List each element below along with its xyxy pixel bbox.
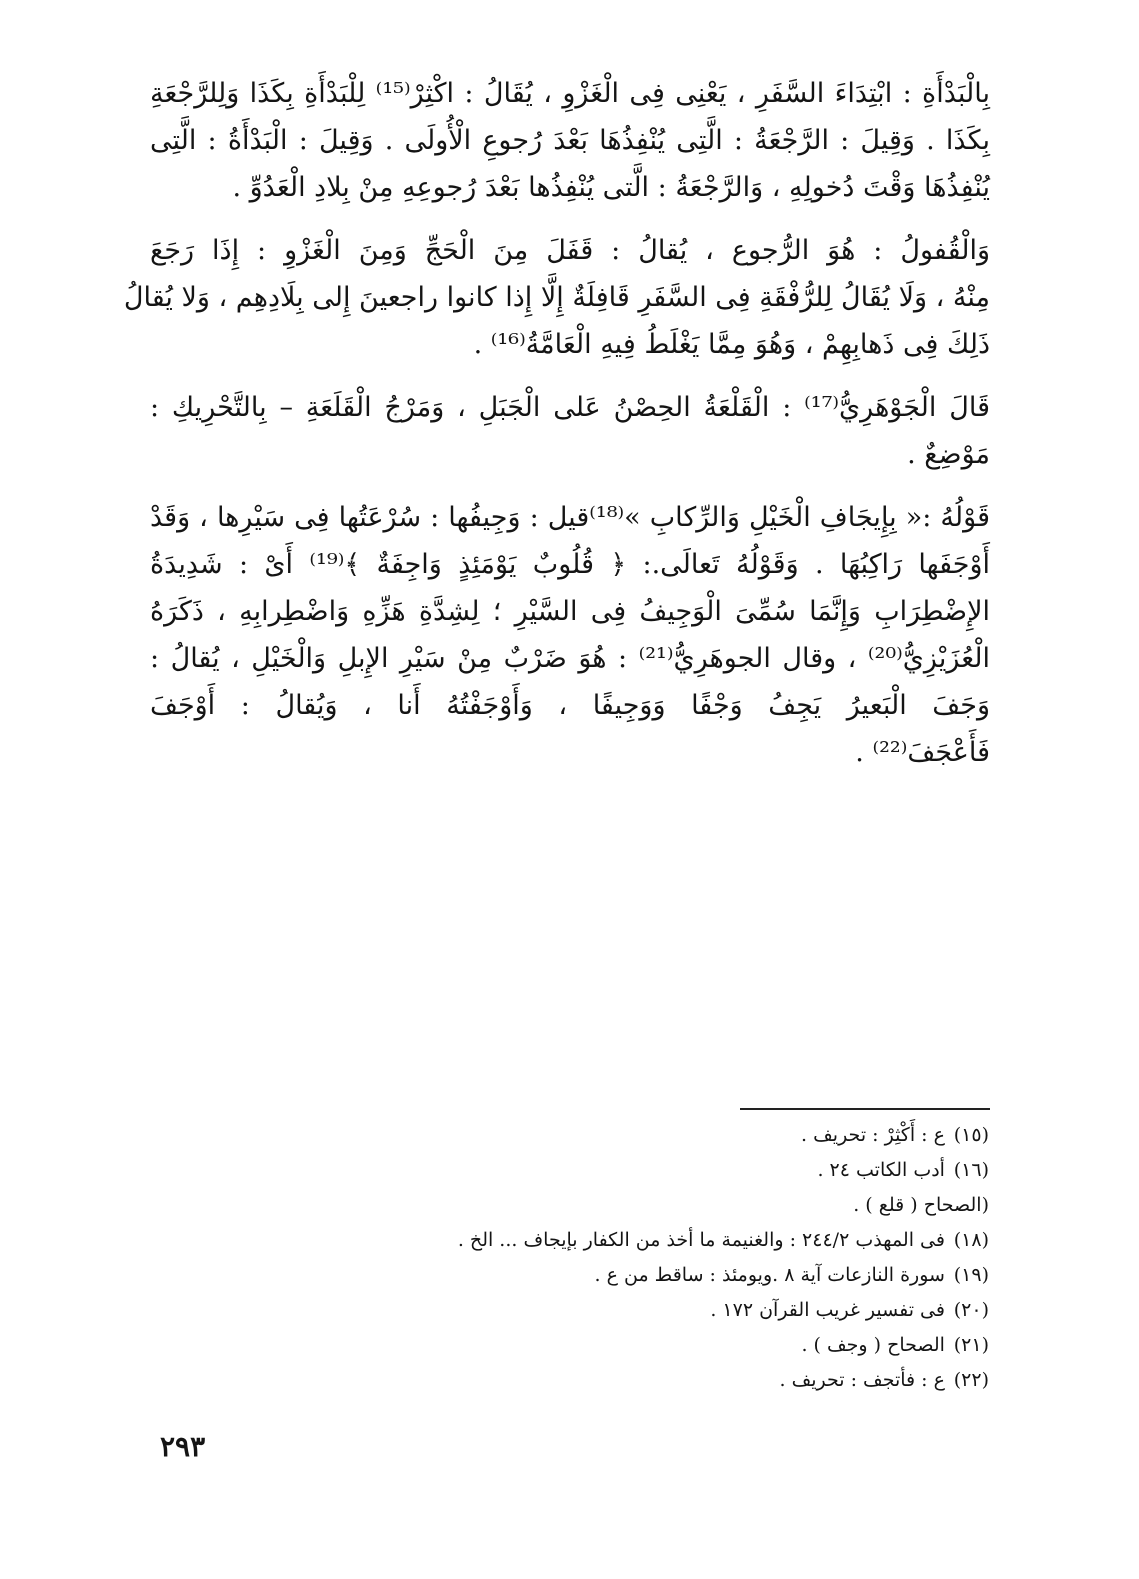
footnote-16 <box>289 1153 989 1188</box>
footnote-number: (٢١) <box>953 1334 989 1356</box>
text-line: يُنْفِذُهَا وَقْتَ دُخولِهِ ، وَالرَّجْعَةُ : الَّتى يُنْفِذُها بَعْدَ رُجوعِهِ مِنْ بِلادِ الْعَدُوِّ . <box>232 172 990 203</box>
footnote-number: (١٦) <box>953 1159 989 1181</box>
footnote-separator <box>740 1108 990 1110</box>
text-line: وَالْقُفولُ : هُوَ الرُّجوع ، يُقالُ : قَفَلَ مِنَ الْحَجِّ وَمِنَ الْغَزْوِ : إِذَا رَجَعَ <box>150 235 990 266</box>
footnote-text: فى تفسير غريب القرآن ١٧٢ . <box>710 1299 945 1321</box>
text-line: بِالْبَدْأَةِ : ابْتِدَاءَ السَّفَرِ ، يَعْنِى فِى الْغَزْوِ ، يُقَالُ : اكْثِرْ⁽¹⁵⁾ لِلْبَدْأَةِ بِكَذَا وَلِلرَّجْعَةِ <box>150 78 990 109</box>
text-line: الإِضْطِرَابِ وَإِنَّمَا سُمِّىَ الْوَجِيفُ فِى السَّيْرِ ؛ لِشِدَّةِ هَزِّهِ وَاضْطِرابِهِ ، ذَكَرَهُ <box>150 596 990 627</box>
text-line: قَالَ الْجَوْهَرِيُّ⁽¹⁷⁾ : الْقَلْعَةُ الحِصْنُ عَلى الْجَبَلِ ، وَمَرْجُ الْقَلَعَةِ – بِالتَّحْرِيكِ : <box>150 392 990 423</box>
text-line: الْعُزَيْزِيُّ⁽²⁰⁾ ، وقال الجوهَرِيُّ⁽²¹⁾ : هُوَ ضَرْبٌ مِنْ سَيْرِ الإِبلِ وَالْخَيْلِ ، يُقالُ : <box>150 643 990 674</box>
footnote-21 <box>289 1328 989 1363</box>
text-line: وَجَفَ الْبَعيرُ يَجِفُ وَجْفًا وَوَجِيفًا ، وَأَوْجَفْتُهُ أَنا ، وَيُقالُ : أَوْجَفَ <box>150 690 990 721</box>
footnote-17 <box>289 1188 989 1223</box>
footnote-number: (٢٠) <box>953 1299 989 1321</box>
footnote-18 <box>289 1223 989 1258</box>
text-line: مَوْضِعٌ . <box>907 439 990 470</box>
text-line: ذَلِكَ فِى ذَهابِهِمْ ، وَهُوَ مِمَّا يَغْلَطُ فِيهِ الْعَامَّةُ⁽¹⁶⁾ . <box>473 329 990 360</box>
text-line: فَأَعْجَفَ⁽²²⁾ . <box>855 737 990 768</box>
footnote-20 <box>289 1293 989 1328</box>
main-text <box>123 70 990 792</box>
paragraph-quful <box>123 227 990 368</box>
footnote-text: فى المهذب ٢٤٤/٢ : والغنيمة ما أخذ من الكفار بإيجاف ... الخ . <box>457 1229 945 1251</box>
footnote-number: (١٥) <box>953 1124 989 1146</box>
paragraph-ijaf <box>150 494 990 776</box>
text-line: بِكَذَا . وَقِيلَ : الرَّجْعَةُ : الَّتِى يُنْفِذُهَا بَعْدَ رُجوعِ الْأُولَى . وَقِيلَ : الْبَدْأَةُ : الَّتِى <box>150 125 990 156</box>
text-line: مِنْهُ ، وَلَا يُقَالُ لِلرُّفْقَةِ فِى السَّفَرِ قَافِلَةٌ إِلَّا إِذا كانوا راجعينَ إِلى بِلَادِهِم ، وَلا يُقالُ <box>123 282 990 313</box>
footnote-text: ع : فأتجف : تحريف . <box>779 1369 945 1391</box>
footnote-text: ع : أَكْثِرْ : تحريف . <box>801 1124 945 1146</box>
footnote-number: (١٨) <box>953 1229 989 1251</box>
footnote-number: (٢٢) <box>953 1369 989 1391</box>
footnote-text: (الصحاح ( قلع ) . <box>853 1194 989 1216</box>
footnote-number: (١٩) <box>953 1264 989 1286</box>
text-line: أَوْجَفَها رَاكِبُهَا . وَقَوْلُهُ تَعالَى.: ﴿ قُلُوبٌ يَوْمَئِذٍ وَاجِفَةٌ ﴾⁽¹⁹⁾ أَىْ : شَدِيدَةُ <box>150 549 990 580</box>
page-number: ٢٩٣ <box>160 1430 206 1463</box>
footnote-text: سورة النازعات آية ٨ .ويومئذ : ساقط من ع . <box>594 1264 945 1286</box>
paragraph-badah <box>150 70 990 211</box>
footnotes <box>289 1118 989 1398</box>
paragraph-qalah <box>150 384 990 478</box>
footnote-text: أدب الكاتب ٢٤ . <box>817 1159 945 1181</box>
footnote-22 <box>289 1363 989 1398</box>
footnote-15 <box>289 1118 989 1153</box>
footnote-text: الصحاح ( وجف ) . <box>801 1334 945 1356</box>
footnote-19 <box>289 1258 989 1293</box>
text-line: قَوْلُهُ :« بِإِيجَافِ الْخَيْلِ وَالرِّكابِ »⁽¹⁸⁾قيل : وَجِيفُها : سُرْعَتُها فِى سَيْرِها ، وَقَدْ <box>150 502 990 533</box>
